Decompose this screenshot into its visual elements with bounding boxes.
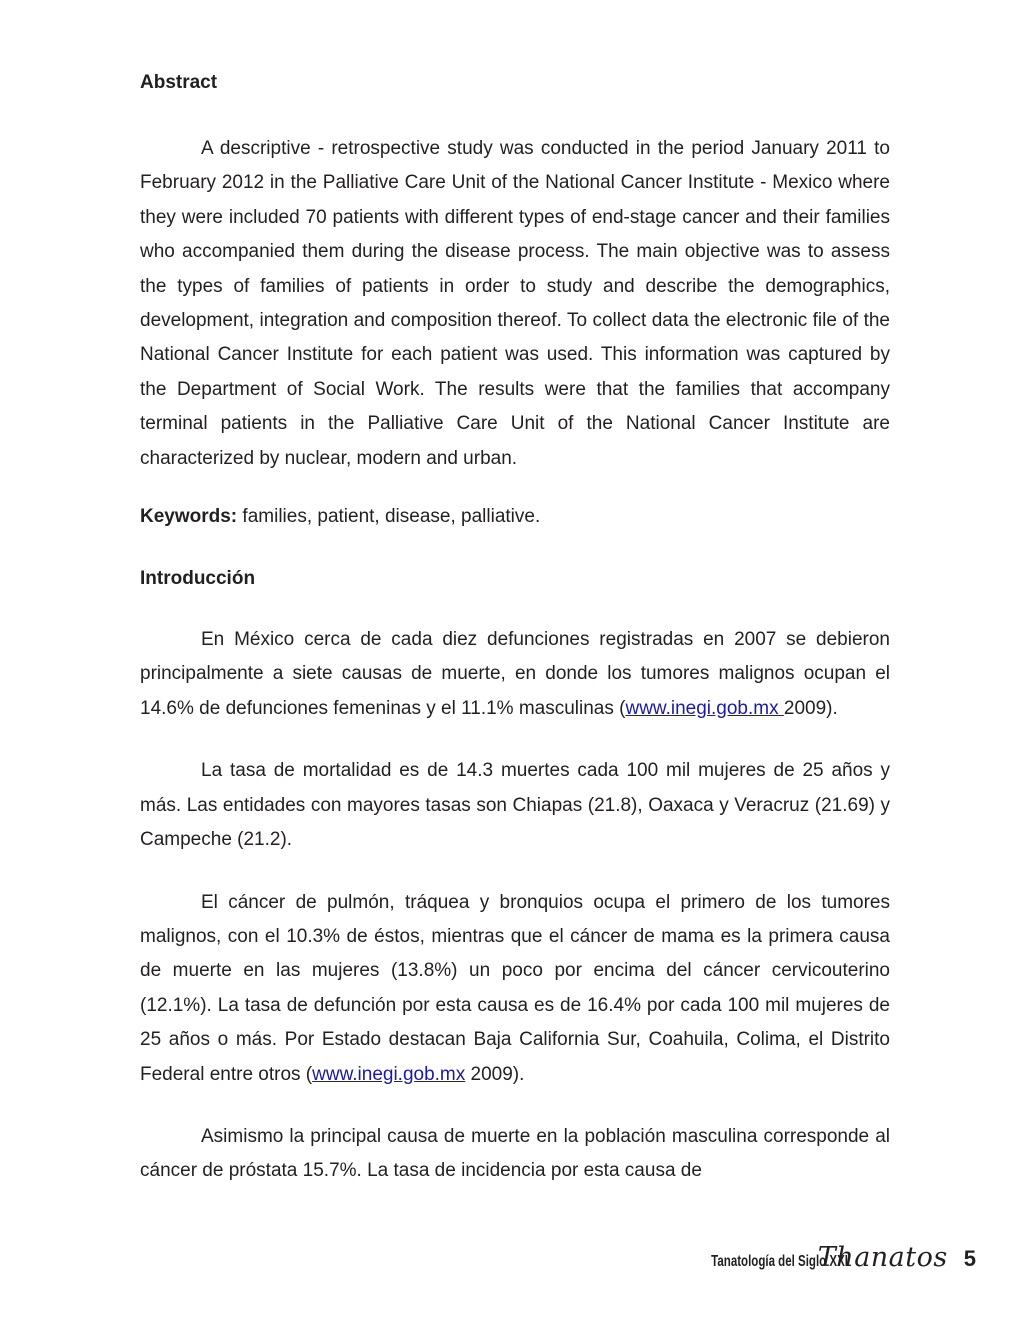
page-number: 5	[963, 1246, 976, 1271]
abstract-paragraph: A descriptive - retrospective study was conducted in the period January 2011 to February 2012 in the Palliative Care Unit of the National Cancer Institute - Mexico where they were included 70 patients with different types of end-stage cancer and their families who accompanied them during the disease process. The main objective was to assess the types of families of patients in order to study and describe the demographics, development, integration and composition thereof. To collect data the electronic file of the National Cancer Institute for each patient was used. This information was captured by the Department of Social Work. The results were that the families that accompany terminal patients in the Palliative Care Unit of the National Cancer Institute are characterized by nuclear, modern and urban.	[140, 138, 890, 469]
inegi-link-1[interactable]: www.inegi.gob.mx	[625, 697, 784, 719]
intro-paragraph-2: La tasa de mortalidad es de 14.3 muertes cada 100 mil mujeres de 25 años y más. Las entidades con mayores tasas son Chiapas (21.8), Oaxaca y Veracruz (21.69) y Campeche (21.2).	[140, 760, 890, 851]
document-page	[140, 70, 890, 1189]
keywords-line	[140, 504, 890, 530]
journal-script-logo: Thanatos	[817, 1242, 948, 1273]
keywords-text: families, patient, disease, palliative.	[237, 506, 541, 528]
intro-p3-text: El cáncer de pulmón, tráquea y bronquios ocupa el primero de los tumores malignos, con el 10.3% de éstos, mientras que el cáncer de mama es la primera causa de muerte en las mujeres (13.8%) un poco por encima del cáncer cervicouterino (12.1%). La tasa de defunción por esta causa es de 16.4% por cada 100 mil mujeres de 25 años o más. Por Estado destacan Baja California Sur, Coahuila, Colima, el Distrito Federal entre otros (	[140, 891, 890, 1085]
journal-name: Tanatología del Siglo XXI	[711, 1253, 848, 1270]
keywords-label: Keywords:	[140, 506, 238, 528]
intro-paragraph-4: Asimismo la principal causa de muerte en la población masculina corresponde al cáncer de próstata 15.7%. La tasa de incidencia por esta causa de	[140, 1125, 890, 1182]
inegi-link-2[interactable]: www.inegi.gob.mx	[312, 1063, 466, 1085]
intro-paragraph-1	[140, 623, 890, 726]
intro-heading: Introducción	[140, 568, 256, 590]
intro-p1-tail: 2009).	[783, 697, 838, 719]
intro-p3-tail: 2009).	[465, 1063, 525, 1085]
intro-paragraph-3	[140, 886, 890, 1092]
intro-p1-text: En México cerca de cada diez defunciones registradas en 2007 se debieron principalmente a siete causas de muerte, en donde los tumores malignos ocupan el 14.6% de defunciones femeninas y el 11.1% masculinas (	[140, 629, 890, 719]
abstract-heading: Abstract	[140, 72, 218, 93]
page-footer	[658, 1242, 976, 1273]
